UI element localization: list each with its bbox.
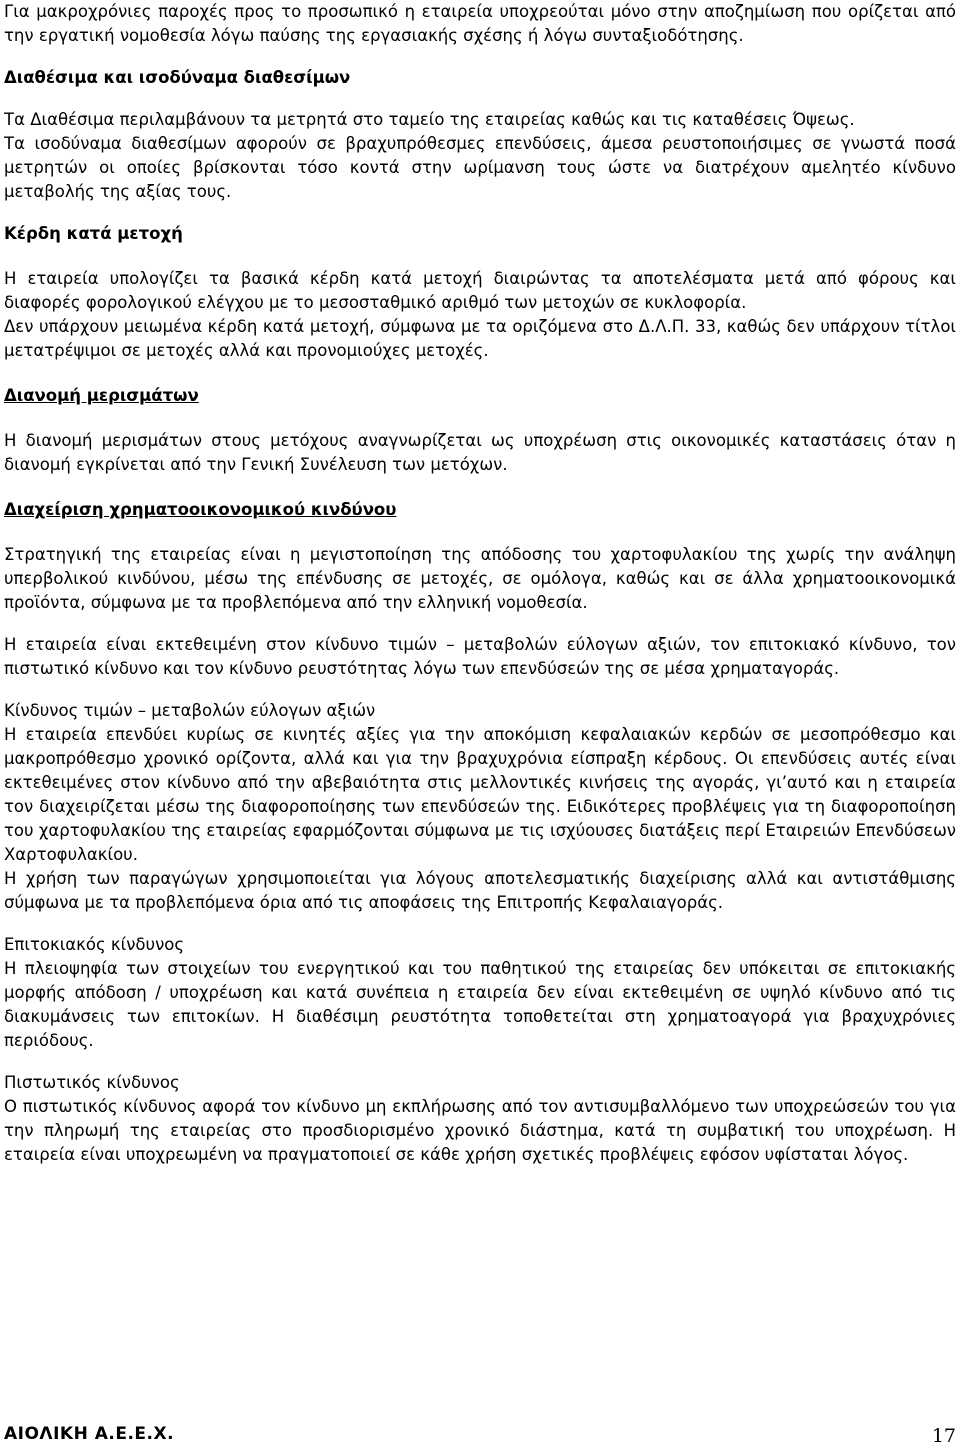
dividends-heading: Διανομή μερισμάτων (4, 386, 199, 405)
document-page (4, 0, 956, 1167)
price-risk-title: Κίνδυνος τιμών – μεταβολών εύλογων αξιών (4, 701, 376, 720)
interest-risk-title: Επιτοκιακός κίνδυνος (4, 935, 185, 954)
page-footer (4, 1420, 956, 1448)
risk-paragraph-1: Στρατηγική της εταιρείας είναι η μεγιστοποίηση της απόδοσης του χαρτοφυλακίου της χωρίς την ανάληψη υπερβολικού κινδύνου, μέσω της επένδυσης σε μετοχές, σε ομόλογα, καθώς και σε άλλα χρηματοοικονομικά προϊόντα, σύμφωνα με τα προβλεπόμενα από την ελληνική νομοθεσία. (4, 545, 956, 612)
cash-paragraph-2: Τα ισοδύναμα διαθεσίμων αφορούν σε βραχυπρόθεσμες επενδύσεις, άμεσα ρευστοποιήσιμες σε γνωστά ποσά μετρητών οι οποίες βρίσκονται τόσο κοντά στην ωρίμανση τους ώστε να διατρέχουν αμελητέο κίνδυνο μεταβολής της αξίας τους. (4, 134, 956, 201)
cash-heading: Διαθέσιμα και ισοδύναμα διαθεσίμων (4, 68, 351, 87)
footer-company-name: ΑΙΟΛΙΚΗ Α.Ε.Ε.Χ. (4, 1424, 175, 1444)
eps-paragraph-2: Δεν υπάρχουν μειωμένα κέρδη κατά μετοχή, σύμφωνα με τα οριζόμενα στο Δ.Λ.Π. 33, καθώς δεν υπάρχουν τίτλοι μετατρέψιμοι σε μετοχές αλλά και προνομιούχες μετοχές. (4, 317, 956, 360)
cash-paragraph-1: Τα Διαθέσιμα περιλαμβάνουν τα μετρητά στο ταμείο της εταιρείας καθώς και τις καταθέσεις Όψεως. (4, 110, 855, 129)
intro-paragraph: Για μακροχρόνιες παροχές προς το προσωπικό η εταιρεία υποχρεούται μόνο στην αποζημίωση που ορίζεται από την εργατική νομοθεσία λόγω παύσης της εργασιακής σχέσης ή λόγω συνταξιοδότησης. (4, 2, 956, 45)
price-risk-paragraph-1: Η εταιρεία επενδύει κυρίως σε κινητές αξίες για την αποκόμιση κεφαλαιακών κερδών σε μεσοπρόθεσμο και μακροπρόθεσμο χρονικό ορίζοντα, αλλά και για την βραχυχρόνια είσπραξη κέρδους. Οι επενδύσεις αυτές είναι εκτεθειμένες στον κίνδυνο από την αβεβαιότητα στις μελλοντικές κινήσεις της αγοράς, γι’αυτό και η εταιρεία τον διαχειρίζεται μέσω της διαφοροποίησης των επενδύσεών της. Ειδικότερες προβλέψεις για τη διαφοροποίηση του χαρτοφυλακίου της εταιρείας εφαρμόζονται σύμφωνα με τις ισχύουσες διατάξεις περί Εταιρειών Επενδύσεων Χαρτοφυλακίου. (4, 725, 956, 864)
credit-risk-title: Πιστωτικός κίνδυνος (4, 1073, 180, 1092)
dividends-paragraph-1: Η διανομή μερισμάτων στους μετόχους αναγνωρίζεται ως υποχρέωση στις οικονομικές καταστάσεις όταν η διανομή εγκρίνεται από την Γενική Συνέλευση των μετόχων. (4, 431, 956, 474)
footer-page-number: 17 (931, 1425, 956, 1447)
credit-risk-paragraph-1: Ο πιστωτικός κίνδυνος αφορά τον κίνδυνο μη εκπλήρωσης από τον αντισυμβαλλόμενο των υποχρεώσεών του για την πληρωμή της εταιρείας στο προσδιορισμένο χρονικό διάστημα, κατά τη συμβατική του υποχρέωση. Η εταιρεία είναι υποχρεωμένη να πραγματοποιεί σε κάθε χρήση σχετικές προβλέψεις εφόσον υφίσταται λόγος. (4, 1097, 956, 1164)
eps-paragraph-1: Η εταιρεία υπολογίζει τα βασικά κέρδη κατά μετοχή διαιρώντας τα αποτελέσματα μετά από φόρους και διαφορές φορολογικού ελέγχου με το μεσοσταθμικό αριθμό των μετοχών σε κυκλοφορία. (4, 269, 956, 312)
risk-paragraph-2: Η εταιρεία είναι εκτεθειμένη στον κίνδυνο τιμών – μεταβολών εύλογων αξιών, τον επιτοκιακό κίνδυνο, τον πιστωτικό κίνδυνο και τον κίνδυνο ρευστότητας λόγω των επενδύσεών της σε μέσα χρηματαγοράς. (4, 635, 956, 678)
price-risk-paragraph-2: Η χρήση των παραγώγων χρησιμοποιείται για λόγους αποτελεσματικής διαχείρισης αλλά και αντιστάθμισης σύμφωνα με τα προβλεπόμενα όρια από τις αποφάσεις της Επιτροπής Κεφαλαιαγοράς. (4, 869, 956, 912)
eps-heading: Κέρδη κατά μετοχή (4, 224, 183, 243)
risk-heading: Διαχείριση χρηματοοικονομικού κινδύνου (4, 500, 397, 519)
interest-risk-paragraph-1: Η πλειοψηφία των στοιχείων του ενεργητικού και του παθητικού της εταιρείας δεν υπόκειται σε επιτοκιακής μορφής απόδοση / υποχρέωση και κατά συνέπεια η εταιρεία δεν είναι εκτεθειμένη σε υψηλό κίνδυνο από τις διακυμάνσεις των επιτοκίων. Η διαθέσιμη ρευστότητα τοποθετείται στη χρηματοαγορά για βραχυχρόνιες περιόδους. (4, 959, 956, 1050)
